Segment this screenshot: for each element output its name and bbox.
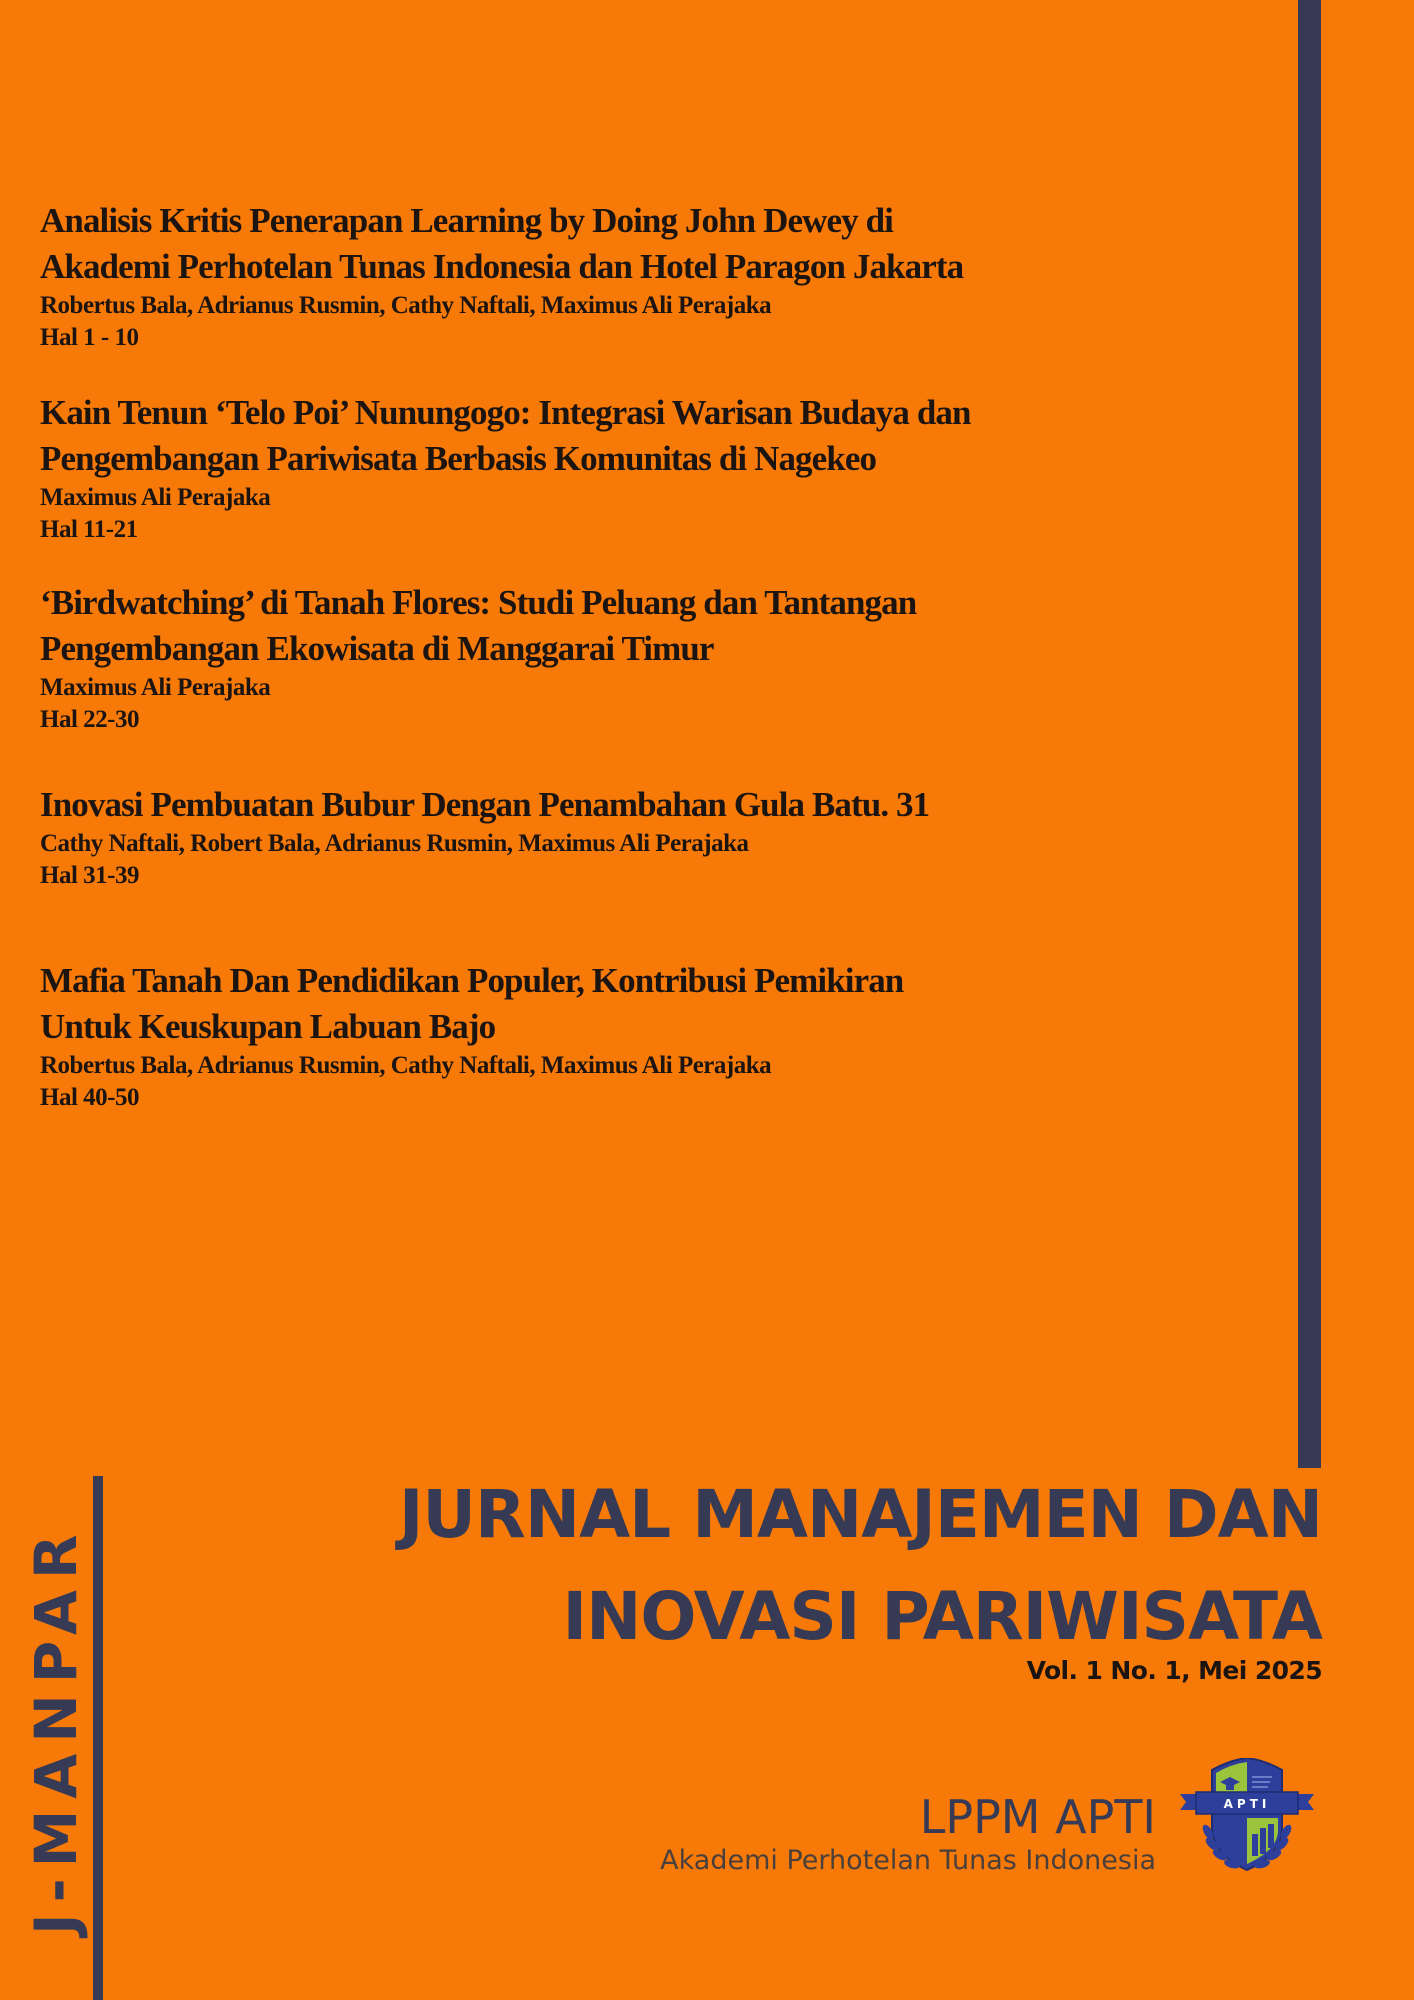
publisher-name: LPPM APTI: [919, 1790, 1156, 1844]
right-decorative-bar: [1298, 0, 1321, 1468]
article-pages: Hal 11-21: [40, 516, 138, 543]
article-title-line: Pengembangan Ekowisata di Manggarai Timur: [40, 629, 714, 668]
publisher-institution: Akademi Perhotelan Tunas Indonesia: [660, 1845, 1156, 1876]
article-authors: Robertus Bala, Adrianus Rusmin, Cathy Naftali, Maximus Ali Perajaka: [40, 292, 772, 319]
journal-title-line-1: JURNAL MANAJEMEN DAN: [398, 1476, 1322, 1553]
article-entry: [40, 580, 1290, 736]
article-title-line: Pengembangan Pariwisata Berbasis Komunitas di Nagekeo: [40, 439, 877, 478]
article-entry: [40, 390, 1290, 546]
article-entry: [40, 198, 1290, 354]
article-title: [40, 782, 1290, 828]
article-entry: [40, 958, 1290, 1114]
article-pages: Hal 22-30: [40, 706, 139, 733]
article-title-line: Analisis Kritis Penerapan Learning by Doing John Dewey di: [40, 201, 893, 240]
journal-title-line-2: INOVASI PARIWISATA: [562, 1578, 1322, 1655]
article-pages: Hal 1 - 10: [40, 324, 139, 351]
volume-issue-date: Vol. 1 No. 1, Mei 2025: [1026, 1656, 1322, 1685]
article-pages: Hal 40-50: [40, 1084, 139, 1111]
article-authors: Maximus Ali Perajaka: [40, 674, 271, 701]
article-authors: Maximus Ali Perajaka: [40, 484, 271, 511]
article-title: [40, 580, 1290, 672]
article-entry: [40, 782, 1290, 892]
left-decorative-bar: [93, 1476, 103, 2000]
article-title-line: ‘Birdwatching’ di Tanah Flores: Studi Peluang dan Tantangan: [40, 583, 917, 622]
article-title: [40, 958, 1290, 1050]
publisher-block: [660, 1790, 1156, 1878]
article-title-line: Inovasi Pembuatan Bubur Dengan Penambahan Gula Batu. 31: [40, 785, 930, 824]
svg-text:APTI: APTI: [1223, 1797, 1271, 1811]
article-pages: Hal 31-39: [40, 862, 139, 889]
article-authors: Robertus Bala, Adrianus Rusmin, Cathy Naftali, Maximus Ali Perajaka: [40, 1052, 772, 1079]
article-title: [40, 390, 1290, 482]
article-authors: Cathy Naftali, Robert Bala, Adrianus Rusmin, Maximus Ali Perajaka: [40, 830, 749, 857]
article-title: [40, 198, 1290, 290]
article-title-line: Untuk Keuskupan Labuan Bajo: [40, 1007, 496, 1046]
shield-crest-icon: [1178, 1758, 1316, 1880]
article-title-line: Kain Tenun ‘Telo Poi’ Nunungogo: Integrasi Warisan Budaya dan: [40, 393, 971, 432]
article-title-line: Akademi Perhotelan Tunas Indonesia dan Hotel Paragon Jakarta: [40, 247, 964, 286]
article-title-line: Mafia Tanah Dan Pendidikan Populer, Kontribusi Pemikiran: [40, 961, 904, 1000]
journal-abbreviation-vertical: J-MANPAR: [22, 1523, 90, 1935]
